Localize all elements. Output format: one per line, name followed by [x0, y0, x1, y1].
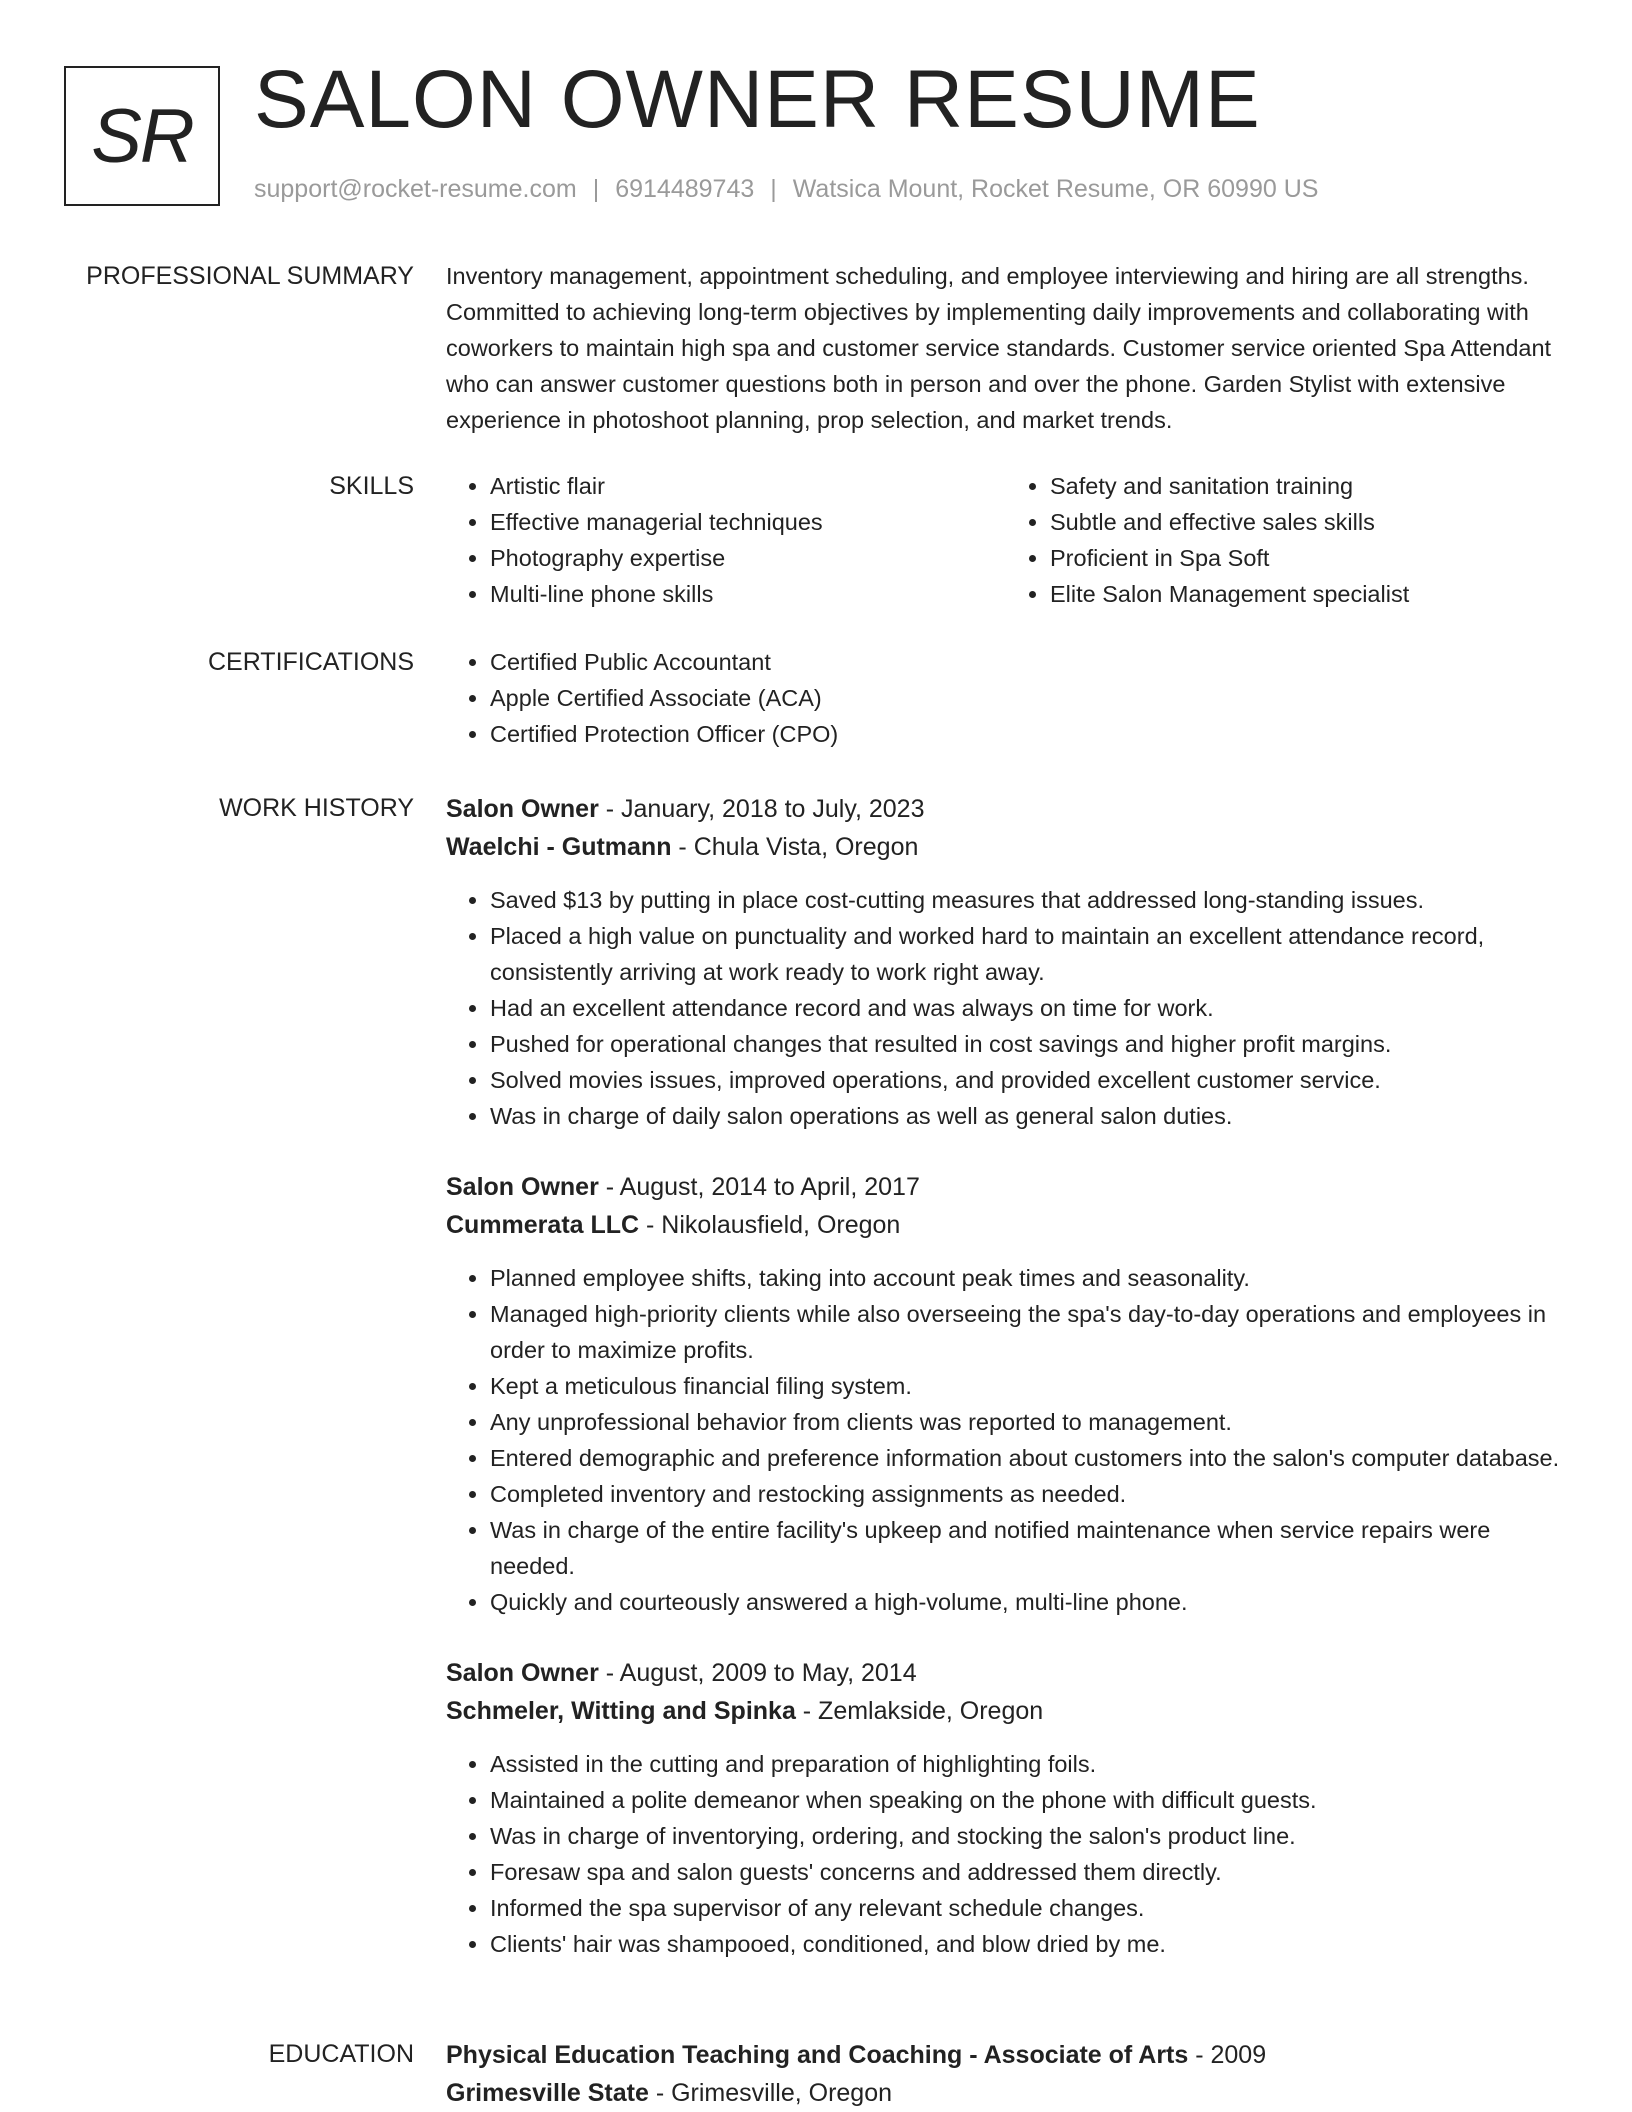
contact-phone: 6914489743: [615, 175, 755, 203]
job-bullet: • Any unprofessional behavior from clients was reported to management.: [490, 1404, 1566, 1440]
certification-item: • Certified Public Accountant: [490, 644, 1566, 680]
job-location: - Zemlakside, Oregon: [795, 1697, 1044, 1725]
certifications-label: CERTIFICATIONS: [207, 648, 414, 676]
job-bullet: • Foresaw spa and salon guests' concerns and addressed them directly.: [490, 1854, 1566, 1890]
skill-item: • Photography expertise: [490, 540, 1006, 576]
job-title-line: [446, 1168, 1566, 1206]
job-title-line: [446, 1654, 1566, 1692]
skills-list-left: [446, 468, 1006, 612]
job-bullet: • Had an excellent attendance record and was always on time for work.: [490, 990, 1566, 1026]
job-bullet: • Quickly and courteously answered a high-volume, multi-line phone.: [490, 1584, 1566, 1620]
job-title-line: [446, 790, 1566, 828]
contact-email: support@rocket-resume.com: [254, 175, 577, 203]
job-bullet: • Pushed for operational changes that resulted in cost savings and higher profit margins.: [490, 1026, 1566, 1062]
job-bullet: • Entered demographic and preference information about customers into the salon's computer database.: [490, 1440, 1566, 1476]
job-location: - Chula Vista, Oregon: [671, 833, 919, 861]
certifications-list: [446, 644, 1566, 752]
job-dates: - August, 2014 to April, 2017: [598, 1173, 920, 1201]
job-entry: [446, 790, 1566, 1134]
school-line: [446, 2074, 1566, 2112]
work-history-label: WORK HISTORY: [219, 794, 414, 822]
degree-year: - 2009: [1188, 2041, 1267, 2069]
job-bullet: • Informed the spa supervisor of any relevant schedule changes.: [490, 1890, 1566, 1926]
job-bullet: • Saved $13 by putting in place cost-cutting measures that addressed long-standing issues.: [490, 882, 1566, 918]
job-entry: [446, 1168, 1566, 1620]
job-company: Schmeler, Witting and Spinka: [446, 1697, 796, 1725]
contact-line: [254, 172, 1318, 206]
skills-label: SKILLS: [329, 472, 414, 500]
job-bullet: • Assisted in the cutting and preparation of highlighting foils.: [490, 1746, 1566, 1782]
job-bullet: • Maintained a polite demeanor when speaking on the phone with difficult guests.: [490, 1782, 1566, 1818]
skill-item: • Elite Salon Management specialist: [1050, 576, 1566, 612]
job-title: Salon Owner: [446, 795, 599, 823]
summary-label: PROFESSIONAL SUMMARY: [86, 262, 414, 290]
job-bullets: [446, 882, 1566, 1134]
skill-item: • Multi-line phone skills: [490, 576, 1006, 612]
job-company-line: [446, 1206, 1566, 1244]
job-bullet: • Solved movies issues, improved operations, and provided excellent customer service.: [490, 1062, 1566, 1098]
resume-title: SALON OWNER RESUME: [254, 54, 1261, 145]
skill-item: • Artistic flair: [490, 468, 1006, 504]
job-bullet: • Clients' hair was shampooed, conditioned, and blow dried by me.: [490, 1926, 1566, 1962]
skill-item: • Subtle and effective sales skills: [1050, 504, 1566, 540]
job-dates: - August, 2009 to May, 2014: [598, 1659, 917, 1687]
job-location: - Nikolausfield, Oregon: [639, 1211, 901, 1239]
education-label: EDUCATION: [268, 2040, 414, 2068]
skill-item: • Effective managerial techniques: [490, 504, 1006, 540]
contact-address: Watsica Mount, Rocket Resume, OR 60990 US: [792, 175, 1319, 203]
degree: Physical Education Teaching and Coaching - Associate of Arts: [446, 2041, 1189, 2069]
job-company: Waelchi - Gutmann: [446, 833, 672, 861]
job-bullet: • Managed high-priority clients while also overseeing the spa's day-to-day operations and employees in order to maximize profits.: [490, 1296, 1566, 1368]
summary-text: Inventory management, appointment scheduling, and employee interviewing and hiring are all strengths. Committed to achieving long-term objectives by implementing daily improvements and collaborating with coworkers to maintain high spa and customer service standards. Customer service oriented Spa Attendant who can answer customer questions both in person and over the phone. Garden Stylist with extensive experience in photoshoot planning, prop selection, and market trends.: [446, 263, 1552, 433]
job-bullet: • Placed a high value on punctuality and worked hard to maintain an excellent attendance record, consistently arriving at work ready to work right away.: [490, 918, 1566, 990]
job-bullets: [446, 1746, 1566, 1962]
job-bullet: • Completed inventory and restocking assignments as needed.: [490, 1476, 1566, 1512]
job-bullet: • Kept a meticulous financial filing system.: [490, 1368, 1566, 1404]
skill-item: • Safety and sanitation training: [1050, 468, 1566, 504]
job-bullet: • Planned employee shifts, taking into account peak times and seasonality.: [490, 1260, 1566, 1296]
job-company-line: [446, 828, 1566, 866]
job-company: Cummerata LLC: [446, 1211, 640, 1239]
skill-item: • Proficient in Spa Soft: [1050, 540, 1566, 576]
job-company-line: [446, 1692, 1566, 1730]
degree-line: [446, 2036, 1566, 2074]
contact-separator: |: [770, 175, 777, 203]
contact-separator: |: [592, 175, 600, 203]
job-title: Salon Owner: [446, 1659, 599, 1687]
job-bullet: • Was in charge of the entire facility's upkeep and notified maintenance when service repairs were needed.: [490, 1512, 1566, 1584]
school: Grimesville State: [446, 2079, 649, 2107]
skills-list-right: [1006, 468, 1566, 612]
certification-item: • Certified Protection Officer (CPO): [490, 716, 1566, 752]
job-bullet: • Was in charge of daily salon operations as well as general salon duties.: [490, 1098, 1566, 1134]
school-location: - Grimesville, Oregon: [648, 2079, 893, 2107]
initials-text: SR: [91, 93, 193, 179]
initials-logo: [64, 66, 220, 206]
job-title: Salon Owner: [446, 1173, 599, 1201]
job-entry: [446, 1654, 1566, 1962]
certification-item: • Apple Certified Associate (ACA): [490, 680, 1566, 716]
job-dates: - January, 2018 to July, 2023: [598, 795, 925, 823]
job-bullets: [446, 1260, 1566, 1620]
job-bullet: • Was in charge of inventorying, ordering, and stocking the salon's product line.: [490, 1818, 1566, 1854]
